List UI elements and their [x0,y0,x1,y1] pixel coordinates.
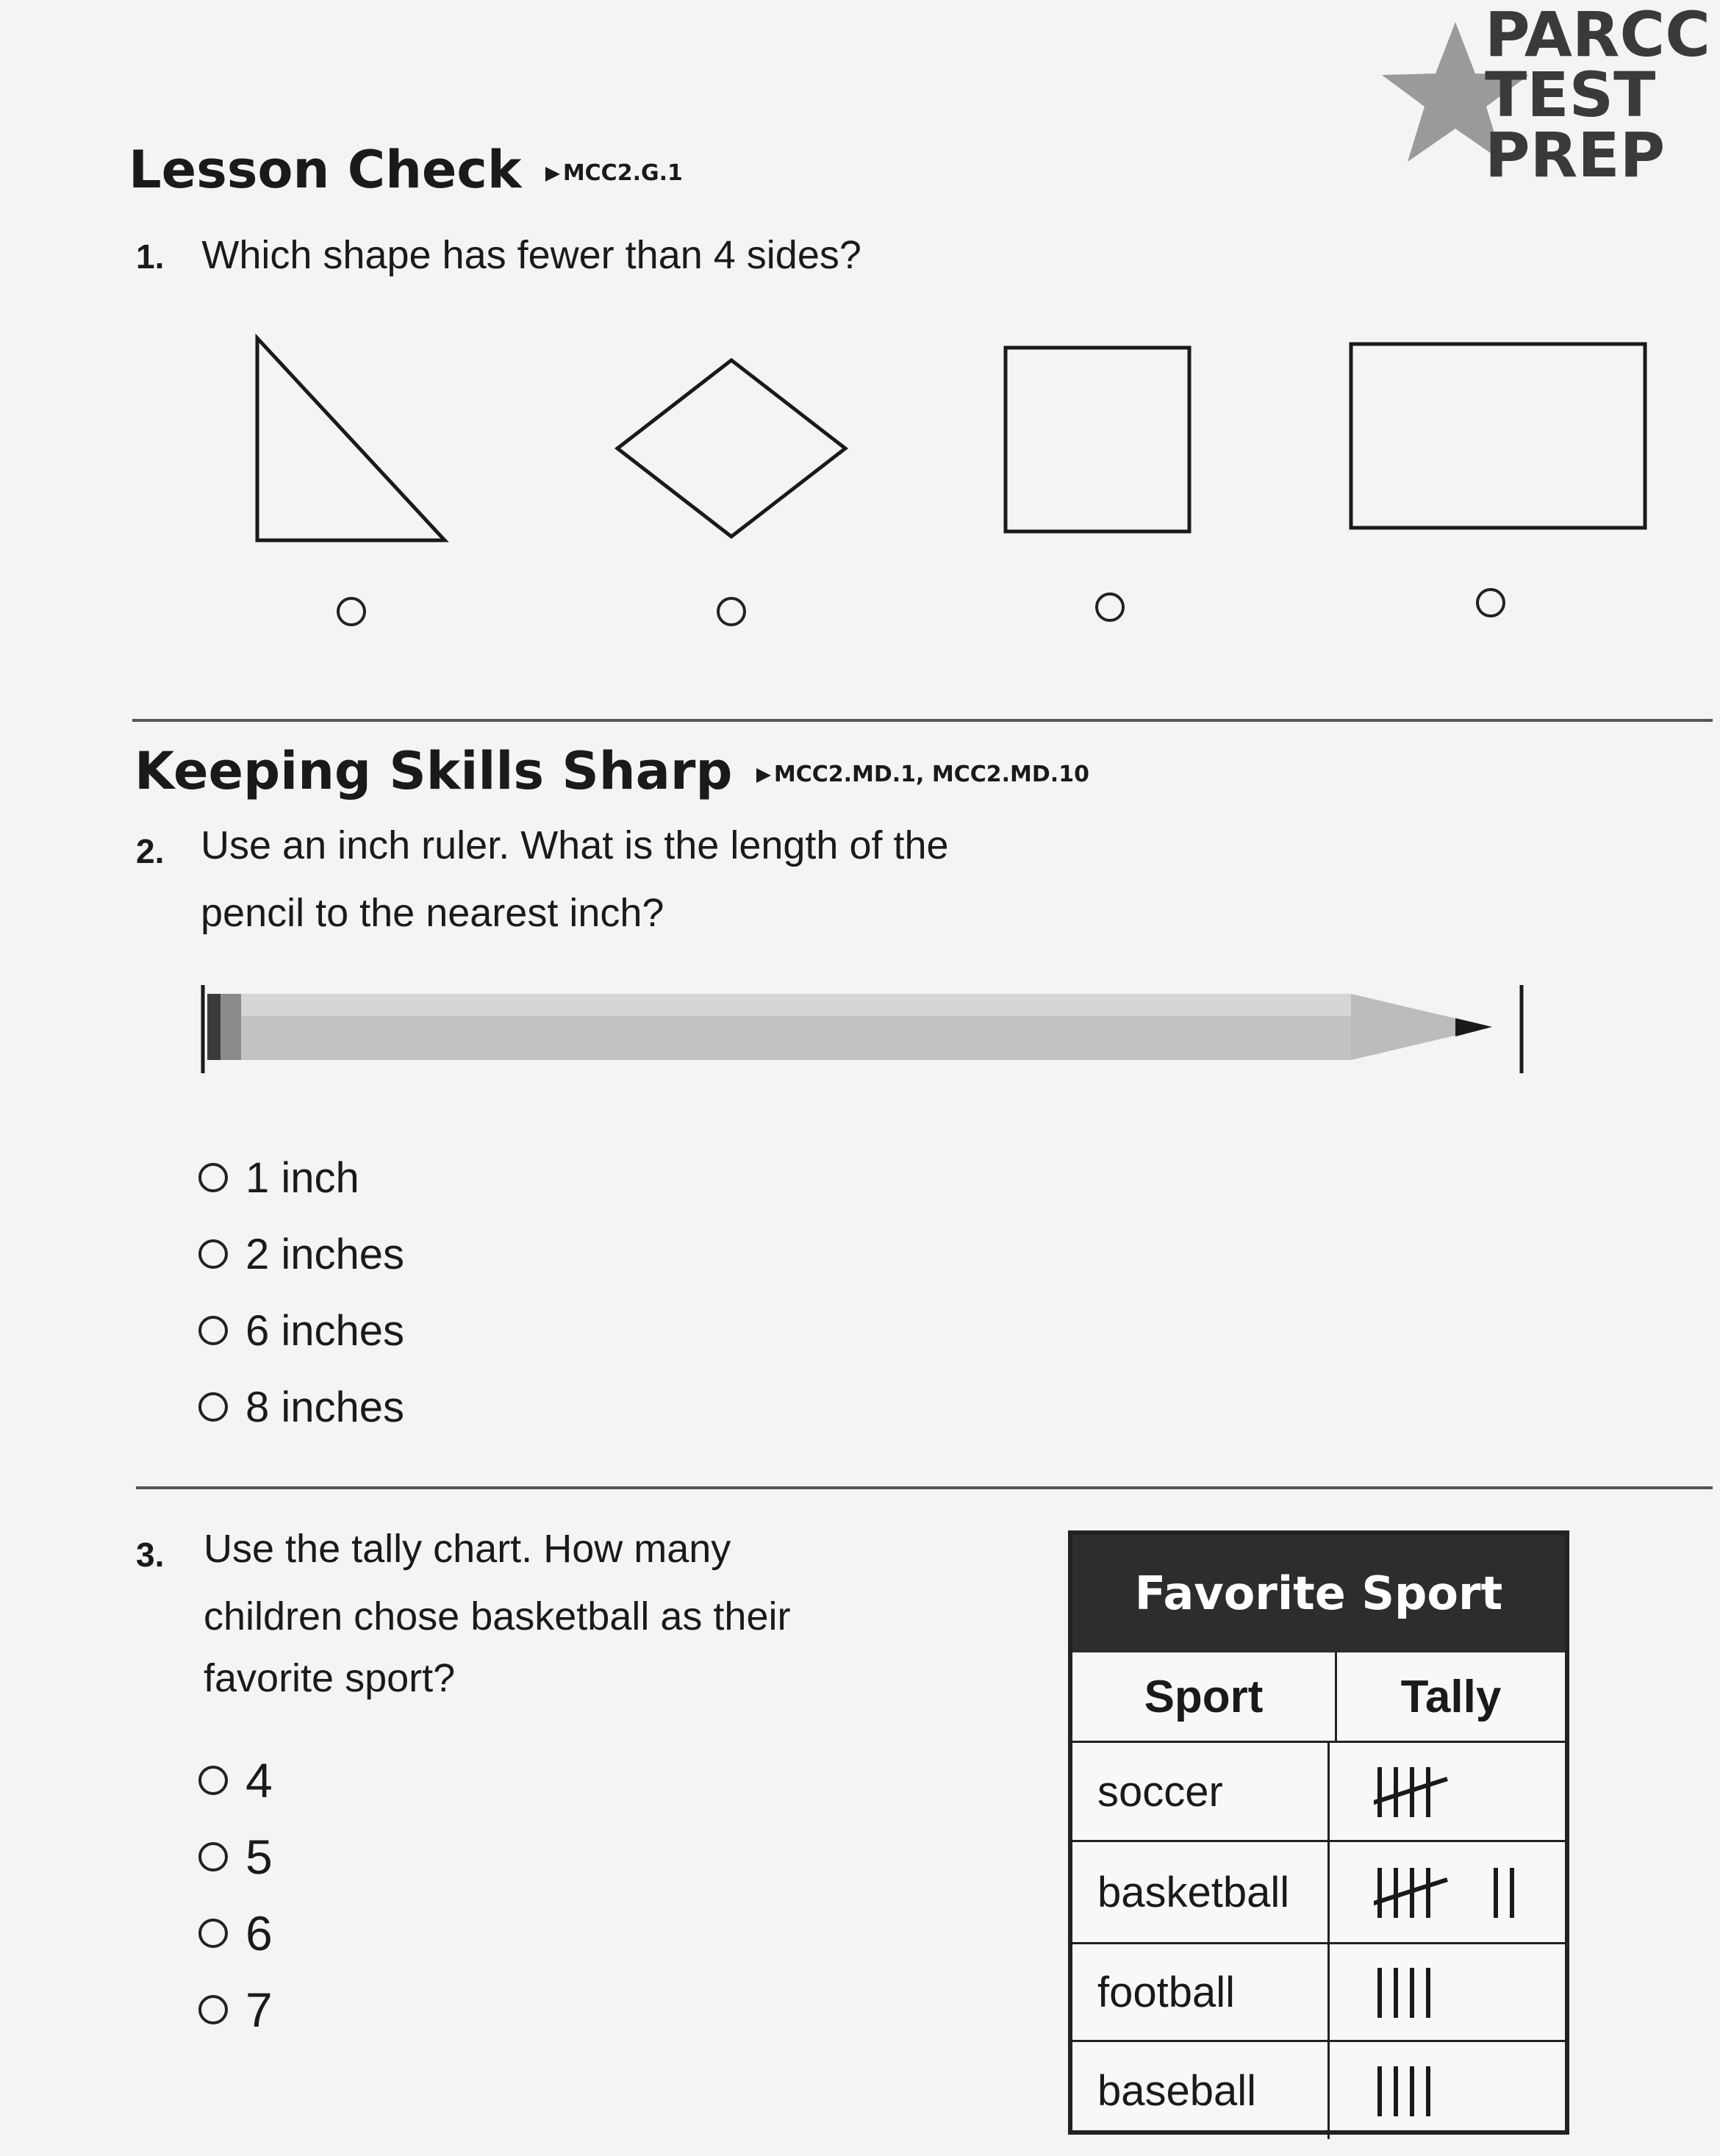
option-label: 1 inch [246,1153,359,1202]
question-2-line-2: pencil to the nearest inch? [201,891,664,935]
question-1-text: Which shape has fewer than 4 sides? [201,233,861,277]
question-2-number: 2. [136,832,165,870]
tally-chart-body [1072,1741,1565,2139]
question-1 [136,224,861,287]
answer-bubble[interactable] [198,1919,228,1948]
sport-name: basketball [1072,1842,1330,1942]
option-1-inch[interactable] [198,1139,404,1216]
square-shape [1000,342,1198,540]
sport-name: baseball [1072,2042,1330,2139]
tally-marks [1330,1944,1565,2040]
lesson-check-heading [129,140,683,200]
pencil-image [198,978,1536,1081]
tally-marks-icon [1374,1758,1565,1824]
tally-marks-icon [1374,1859,1565,1925]
sport-name: soccer [1072,1743,1330,1840]
tally-marks-icon [1374,2057,1565,2124]
question-3-line-1: Use the tally chart. How many [204,1527,731,1571]
triangle-shape [243,331,463,551]
option-label: 6 inches [246,1306,405,1355]
standard-code: MCC2.G.1 [562,160,683,187]
option-label: 7 [246,1983,273,2037]
standard-arrow-icon [756,768,771,783]
question-3-number: 3. [136,1536,165,1574]
question-3 [136,1518,790,1709]
option-label: 8 inches [246,1383,405,1431]
keeping-skills-heading [135,741,1089,801]
question-3-line-3: favorite sport? [204,1656,456,1700]
standard-code: MCC2.MD.1, MCC2.MD.10 [773,762,1089,788]
tally-chart-title: Favorite Sport [1072,1535,1565,1652]
answer-bubble-square[interactable] [1095,592,1125,622]
option-4[interactable] [198,1742,273,1819]
question-1-number: 1. [136,237,165,276]
lesson-check-title: Lesson Check [129,140,522,200]
lesson-check-standard [540,160,683,186]
badge-line-3: PREP [1485,119,1666,191]
option-label: 4 [246,1753,273,1808]
badge-line-2: TEST [1485,59,1656,131]
badge-line-1: PARCC [1485,0,1710,71]
option-label: 5 [246,1830,273,1884]
option-6-inches[interactable] [198,1292,404,1369]
tally-header-row [1072,1652,1565,1741]
option-6[interactable] [198,1895,273,1971]
answer-bubble-triangle[interactable] [337,597,366,626]
tally-column-header: Tally [1400,1671,1502,1722]
question-3-line-2: children chose basketball as their [204,1594,791,1639]
tally-marks [1330,1743,1565,1840]
parcc-test-prep-badge [1375,0,1720,198]
option-5[interactable] [198,1819,273,1895]
keeping-skills-standard [750,762,1089,787]
tally-row-football [1072,1942,1565,2040]
tally-chart [1068,1530,1569,2135]
answer-bubble-rectangle[interactable] [1476,588,1505,617]
tally-marks [1330,2042,1565,2139]
sport-name: football [1072,1944,1330,2040]
answer-bubble-rhombus[interactable] [717,597,746,626]
answer-bubble[interactable] [198,1163,228,1192]
option-2-inches[interactable] [198,1216,404,1292]
keeping-skills-title: Keeping Skills Sharp [135,741,733,801]
question-2 [136,814,949,944]
rhombus-shape [610,353,853,544]
tally-row-baseball [1072,2040,1565,2139]
answer-bubble[interactable] [198,1995,228,2024]
option-label: 2 inches [246,1230,405,1278]
answer-bubble[interactable] [198,1842,228,1872]
answer-bubble[interactable] [198,1766,228,1795]
rectangle-shape [1345,338,1654,537]
sport-column-header: Sport [1072,1652,1337,1741]
answer-bubble[interactable] [198,1239,228,1269]
section-divider [132,719,1713,722]
answer-bubble[interactable] [198,1392,228,1422]
tally-row-soccer [1072,1741,1565,1840]
standard-arrow-icon [545,167,560,182]
tally-marks [1330,1842,1565,1942]
question-2-options [198,1139,404,1445]
answer-bubble[interactable] [198,1316,228,1345]
question-3-options [198,1742,273,2048]
option-7[interactable] [198,1971,273,2048]
option-8-inches[interactable] [198,1369,404,1445]
section-divider [136,1486,1713,1489]
tally-row-basketball [1072,1840,1565,1942]
option-label: 6 [246,1906,273,1960]
tally-marks-icon [1374,1959,1565,2025]
question-2-line-1: Use an inch ruler. What is the length of the [201,823,949,867]
